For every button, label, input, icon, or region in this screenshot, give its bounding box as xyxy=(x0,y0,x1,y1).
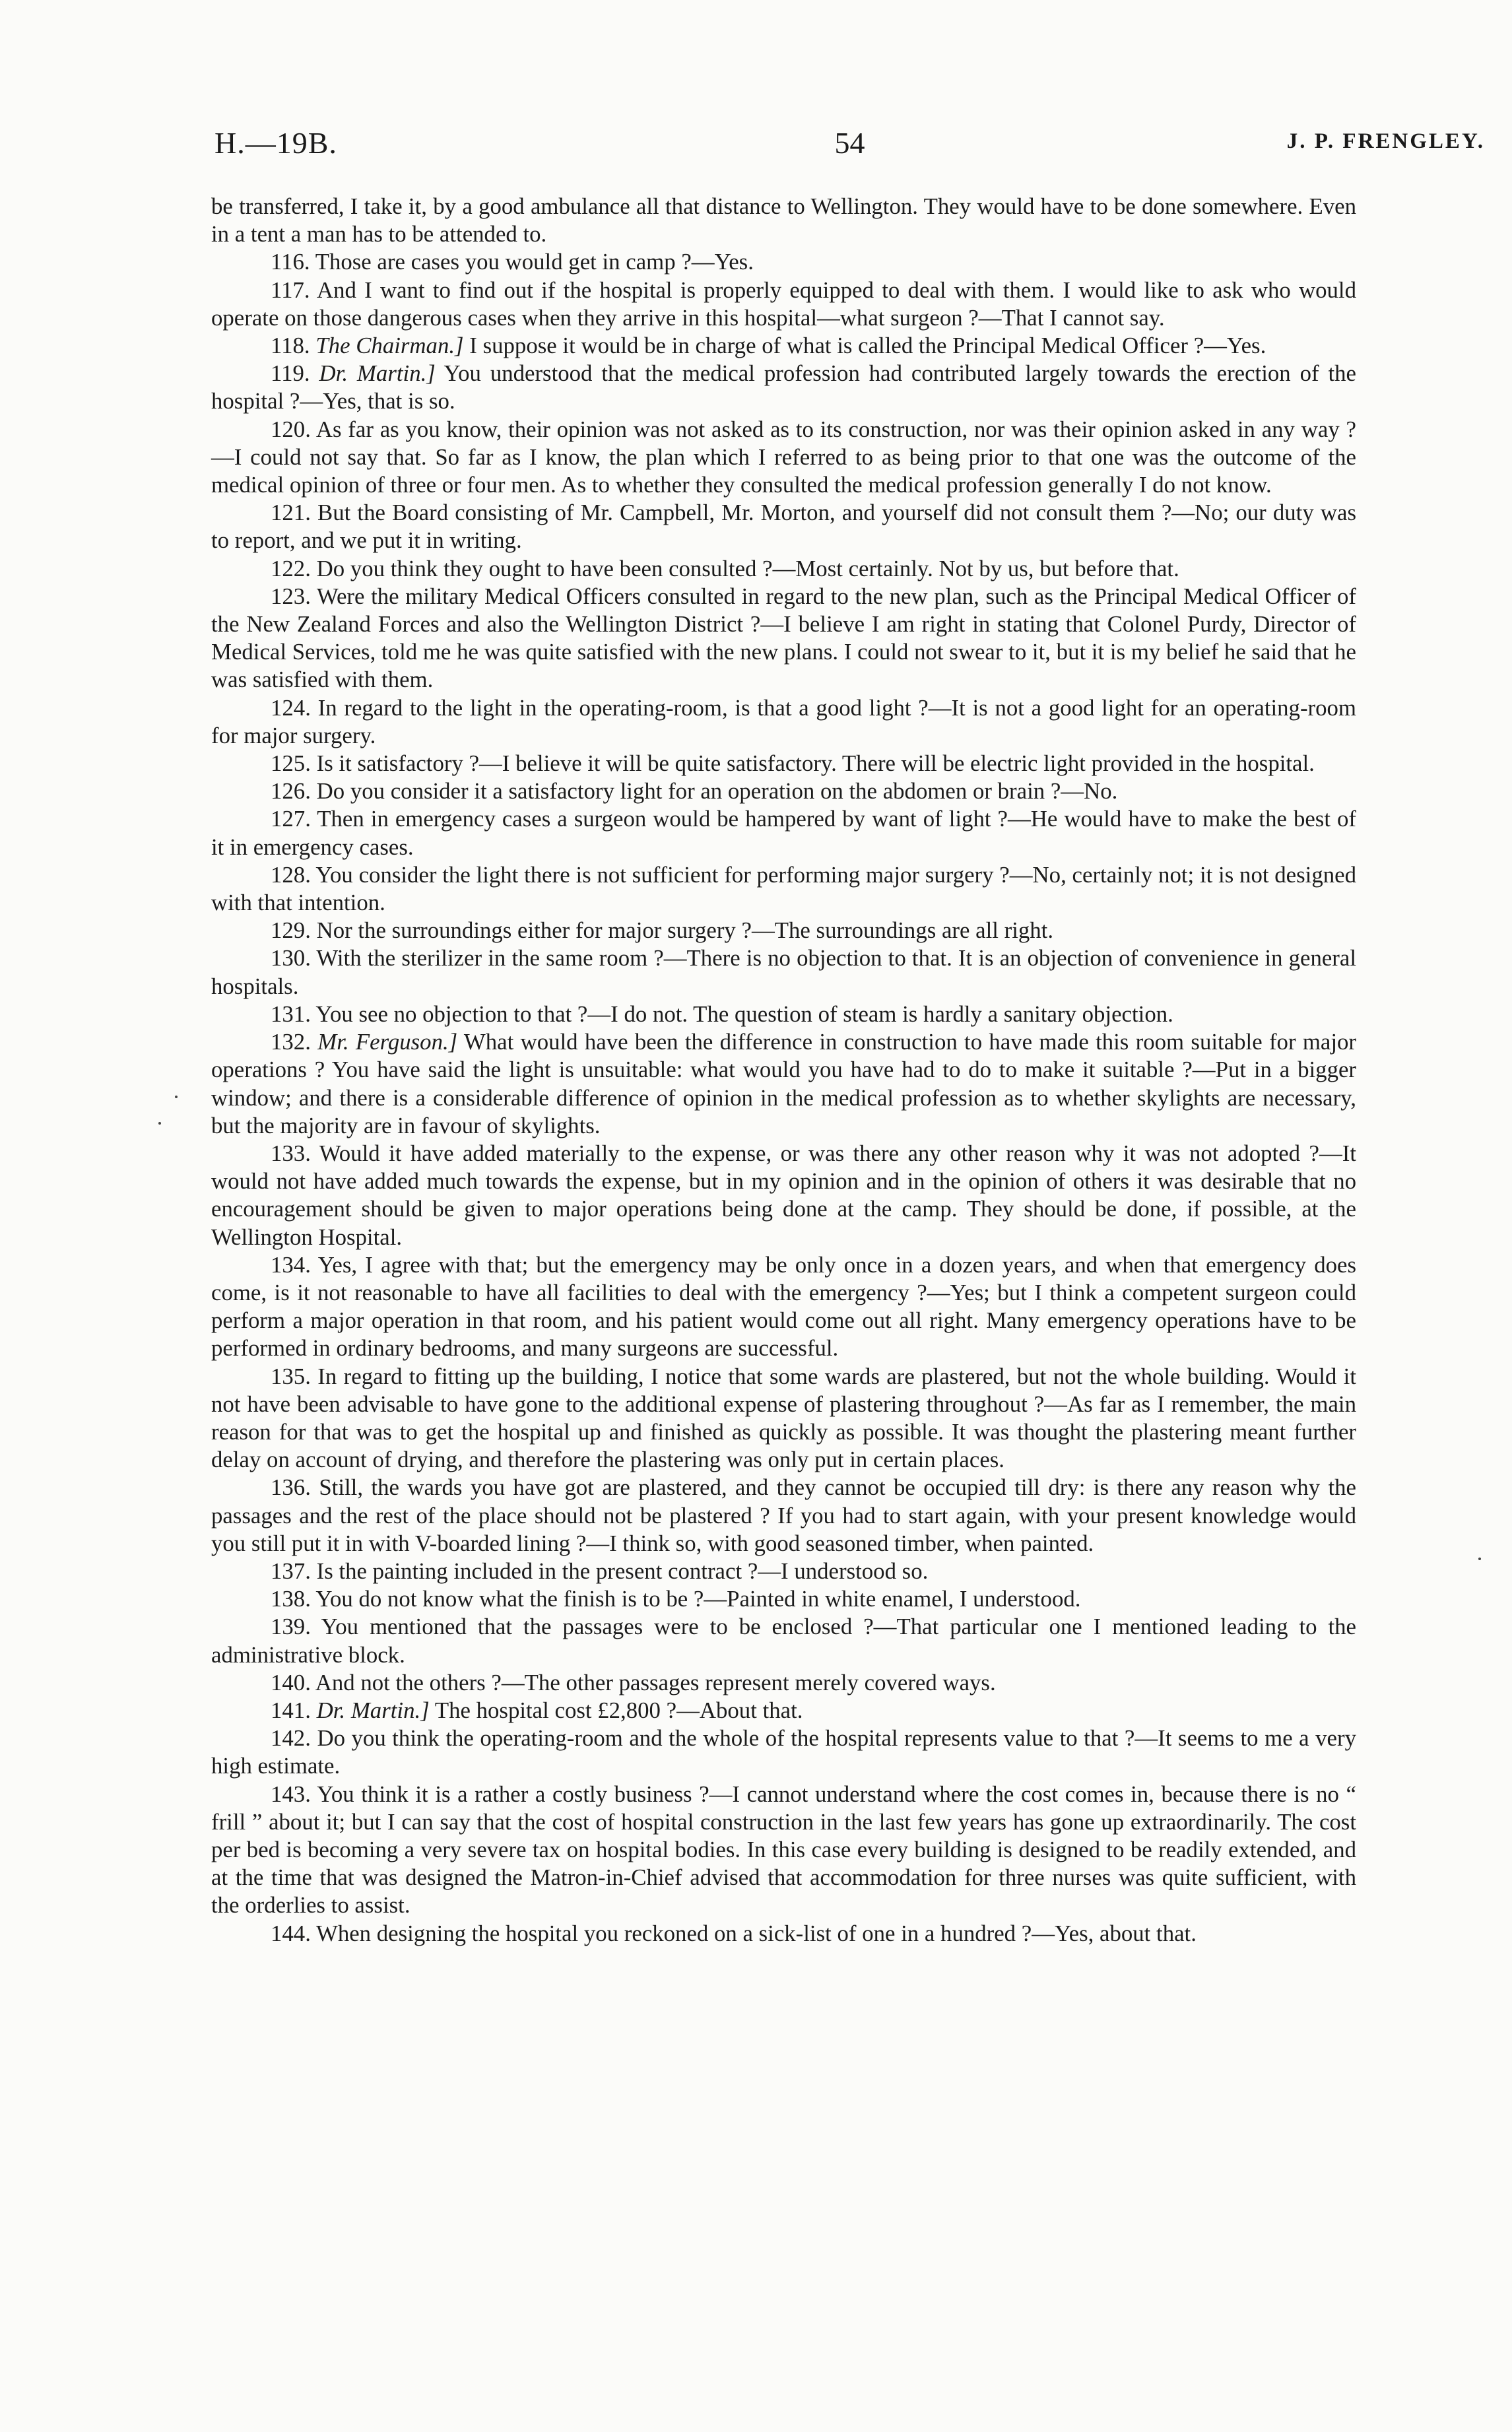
testimony-body xyxy=(211,193,1356,1948)
question-139: 139. You mentioned that the passages were to be enclosed ?—That particular one I mentioned leading to the administrative block. xyxy=(211,1614,1356,1668)
question-number: 132. xyxy=(271,1029,311,1055)
question-number: 139. xyxy=(271,1614,311,1640)
question-120: 120. As far as you know, their opinion was not asked as to its construction, nor was their opinion asked in any way ?—I could not say that. So far as I know, the plan which I referred to as being prior to that one was the outcome of the medical opinion of three or four men. As to whether they consulted the medical profession generally I do not know. xyxy=(211,416,1356,498)
question-125: 125. Is it satisfactory ?—I believe it will be quite satisfactory. There will be electric light provided in the hospital. xyxy=(271,750,1315,777)
question-number: 123. xyxy=(271,583,311,609)
question-122: 122. Do you think they ought to have been consulted ?—Most certainly. Not by us, but before that. xyxy=(271,555,1179,581)
question-138: 138. You do not know what the finish is to be ?—Painted in white enamel, I understood. xyxy=(271,1586,1081,1612)
question-117: 117. And I want to find out if the hospital is properly equipped to deal with them. I would like to ask who would operate on those dangerous cases when they arrive in this hospital—what surgeon ?—That I cannot say. xyxy=(211,277,1356,331)
question-number: 116. xyxy=(271,249,310,275)
page-number: 54 xyxy=(834,126,865,160)
scan-speck xyxy=(1478,1558,1481,1560)
question-121: 121. But the Board consisting of Mr. Campbell, Mr. Morton, and yourself did not consult them ?—No; our duty was to report, and we put it in writing. xyxy=(211,500,1356,554)
question-number: 133. xyxy=(271,1140,311,1166)
scan-speck xyxy=(175,1096,178,1098)
question-130: 130. With the sterilizer in the same room ?—There is no objection to that. It is an objection of convenience in general hospitals. xyxy=(211,945,1356,999)
question-118: 118. The Chairman.] I suppose it would be in charge of what is called the Principal Medical Officer ?—Yes. xyxy=(271,333,1266,359)
question-number: 127. xyxy=(271,806,311,832)
question-number: 140. xyxy=(271,1669,311,1695)
question-123: 123. Were the military Medical Officers consulted in regard to the new plan, such as the Principal Medical Officer of the New Zealand Forces and also the Wellington District ?—I believe I am right in stating that Colonel Purdy, Director of Medical Services, told me he was quite satisfied with the new plans. I could not swear to it, but it is my belief he said that he was satisfied with them. xyxy=(211,583,1356,693)
question-number: 120. xyxy=(271,416,311,442)
question-number: 118. xyxy=(271,333,310,359)
speaker: The Chairman.] xyxy=(315,333,464,359)
question-127: 127. Then in emergency cases a surgeon would be hampered by want of light ?—He would have to make the best of it in emergency cases. xyxy=(211,806,1356,860)
question-number: 138. xyxy=(271,1586,311,1612)
document-reference: H.—19B. xyxy=(214,126,337,160)
question-number: 121. xyxy=(271,500,311,526)
question-number: 135. xyxy=(271,1363,311,1389)
question-number: 143. xyxy=(271,1781,311,1807)
speaker: Dr. Martin.] xyxy=(319,360,436,387)
speaker: Dr. Martin.] xyxy=(316,1697,430,1723)
question-number: 125. xyxy=(271,750,311,777)
question-134: 134. Yes, I agree with that; but the emergency may be only once in a dozen years, and when that emergency does come, is it not reasonable to have all facilities to deal with the emergency ?—Yes; but I think a competent surgeon could perform a major operation in that room, and his patient would come out all right. Many emergency operations have to be performed in ordinary bedrooms, and many surgeons are successful. xyxy=(211,1251,1356,1362)
question-number: 131. xyxy=(271,1001,311,1027)
question-number: 124. xyxy=(271,694,311,721)
question-number: 144. xyxy=(271,1920,311,1946)
question-133: 133. Would it have added materially to the expense, or was there any other reason why it was not adopted ?—It would not have added much towards the expense, but in my opinion and in the opinion of others it was desirable that no encouragement should be given to major operations being done at the camp. They should be done, if possible, at the Wellington Hospital. xyxy=(211,1140,1356,1250)
question-number: 134. xyxy=(271,1251,311,1278)
paragraph-continued: be transferred, I take it, by a good ambulance all that distance to Wellington. They would have to be done somewhere. Even in a tent a man has to be attended to. xyxy=(211,193,1356,247)
question-129: 129. Nor the surroundings either for major surgery ?—The surroundings are all right. xyxy=(271,917,1054,944)
question-140: 140. And not the others ?—The other passages represent merely covered ways. xyxy=(271,1669,996,1695)
question-137: 137. Is the painting included in the present contract ?—I understood so. xyxy=(271,1558,929,1584)
question-number: 142. xyxy=(271,1725,311,1752)
question-135: 135. In regard to fitting up the building, I notice that some wards are plastered, but not the whole building. Would it not have been advisable to have gone to the additional expense of plastering throughout ?—As far as I remember, the main reason for that was to get the hospital up and finished as quickly as possible. It was thought the plastering meant further delay on account of drying, and therefore the plastering was only put in certain places. xyxy=(211,1363,1356,1473)
page-header xyxy=(214,125,1485,172)
question-144: 144. When designing the hospital you reckoned on a sick-list of one in a hundred ?—Yes, about that. xyxy=(271,1920,1197,1946)
question-128: 128. You consider the light there is not sufficient for performing major surgery ?—No, certainly not; it is not designed with that intention. xyxy=(211,861,1356,916)
question-131: 131. You see no objection to that ?—I do not. The question of steam is hardly a sanitary objection. xyxy=(271,1001,1173,1027)
question-132: 132. Mr. Ferguson.] What would have been the difference in construction to have made this room suitable for major operations ? You have said the light is unsuitable: what would you have had to do to make it suitable ?—Put in a bigger window; and there is a considerable difference of opinion in the medical profession as to whether skylights are necessary, but the majority are in favour of skylights. xyxy=(211,1029,1356,1138)
question-number: 136. xyxy=(271,1474,311,1501)
question-116: 116. Those are cases you would get in camp ?—Yes. xyxy=(271,249,754,275)
question-number: 129. xyxy=(271,917,311,944)
question-number: 137. xyxy=(271,1558,311,1584)
question-124: 124. In regard to the light in the operating-room, is that a good light ?—It is not a good light for an operating-room for major surgery. xyxy=(211,694,1356,748)
question-number: 117. xyxy=(271,277,310,303)
speaker: Mr. Ferguson.] xyxy=(317,1029,458,1055)
question-119: 119. Dr. Martin.] You understood that the medical profession had contributed largely towards the erection of the hospital ?—Yes, that is so. xyxy=(211,360,1356,414)
question-136: 136. Still, the wards you have got are plastered, and they cannot be occupied till dry: is there any reason why the passages and the rest of the place should not be plastered ? If you had to start again, with your present knowledge would you still put it in with V-boarded lining ?—I think so, with good seasoned timber, when painted. xyxy=(211,1474,1357,1556)
question-141: 141. Dr. Martin.] The hospital cost £2,800 ?—About that. xyxy=(271,1697,803,1723)
question-number: 122. xyxy=(271,555,311,581)
witness-name: J. P. FRENGLEY. xyxy=(1286,129,1485,153)
question-143: 143. You think it is a rather a costly business ?—I cannot understand where the cost comes in, because there is no “ frill ” about it; but I can say that the cost of hospital construction in the last few years has gone up extraordinarily. The cost per bed is becoming a very severe tax on hospital bodies. In this case every building is designed to be readily extended, and at the time that was designed the Matron-in-Chief advised that accommodation for three nurses was quite sufficient, with the orderlies to assist. xyxy=(211,1781,1356,1919)
question-126: 126. Do you consider it a satisfactory light for an operation on the abdomen or brain ?—No. xyxy=(271,778,1118,805)
question-number: 119. xyxy=(271,360,310,387)
question-number: 128. xyxy=(271,861,311,888)
question-number: 141. xyxy=(271,1697,311,1723)
question-142: 142. Do you think the operating-room and the whole of the hospital represents value to that ?—It seems to me a very high estimate. xyxy=(211,1725,1356,1779)
question-number: 130. xyxy=(271,945,311,971)
question-number: 126. xyxy=(271,778,311,805)
scan-speck xyxy=(158,1122,161,1125)
